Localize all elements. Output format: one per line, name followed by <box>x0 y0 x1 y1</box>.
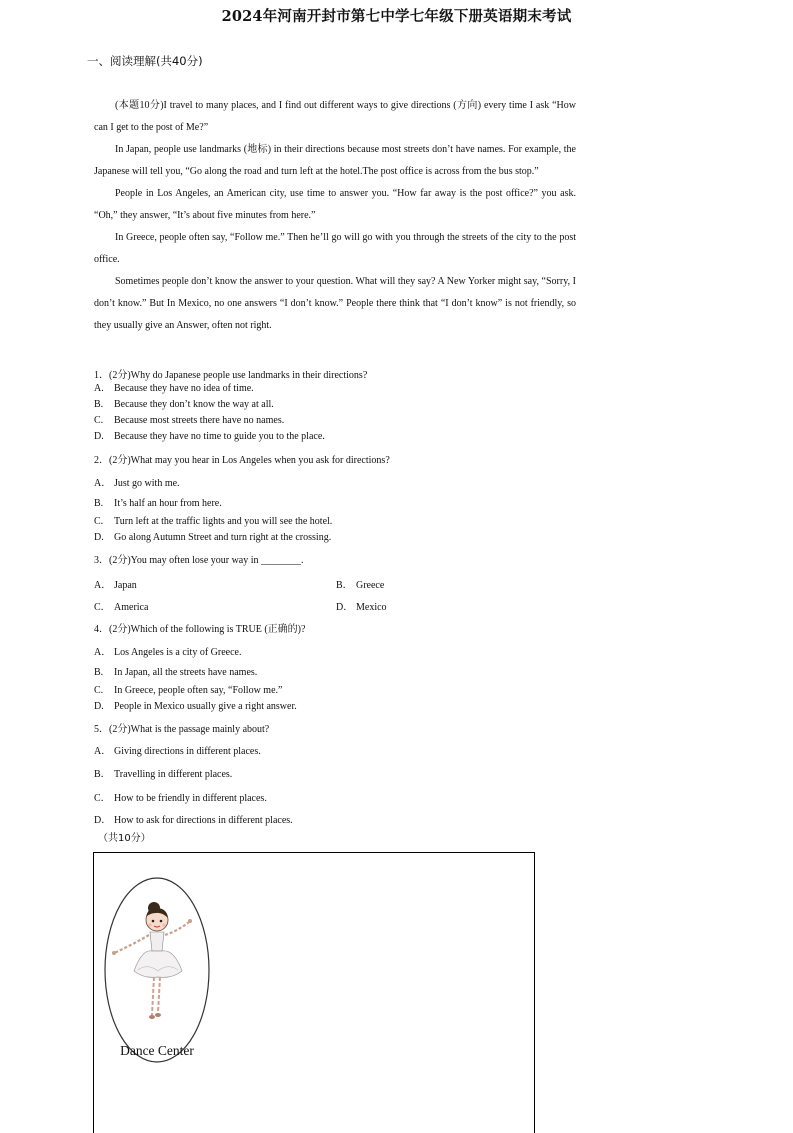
question-3-stem: 3．(2分)You may often lose your way in ________. <box>94 555 304 566</box>
option-letter: A． <box>94 647 112 658</box>
question-4-stem: 4．(2分)Which of the following is TRUE (正确的)? <box>94 624 306 635</box>
question-5-option-b[interactable] <box>94 765 232 780</box>
option-text: Because they have no time to guide you to the place. <box>114 431 325 442</box>
option-text: Greece <box>356 580 385 591</box>
exam-title: 2024年河南开封市第七中学七年级下册英语期末考试 <box>221 8 572 25</box>
question-3-option-b[interactable] <box>336 576 384 591</box>
option-text: How to be friendly in different places. <box>114 793 267 804</box>
question-3-option-a[interactable] <box>94 576 137 591</box>
option-letter: A． <box>94 478 112 489</box>
option-letter: C． <box>94 602 111 613</box>
question-1-option-c[interactable] <box>94 415 284 426</box>
option-letter: C. <box>94 516 104 527</box>
question-2-stem: 2．(2分)What may you hear in Los Angeles when you ask for directions? <box>94 455 390 466</box>
option-letter: D. <box>94 532 104 543</box>
option-letter: B． <box>336 580 353 591</box>
question-2-option-b[interactable] <box>94 498 222 509</box>
passage-paragraph: In Japan, people use landmarks (地标) in their directions because most streets don’t have names. For example, the Japanese will tell you, “Go along the road and turn left at the hotel.The post office is across from the bus stop.” <box>94 144 576 177</box>
option-text: People in Mexico usually give a right answer. <box>114 701 297 712</box>
question-1-option-d[interactable] <box>94 431 325 442</box>
option-text: America <box>114 602 149 613</box>
option-letter: D. <box>94 431 104 442</box>
option-text: Just go with me. <box>114 478 180 489</box>
question-5-stem: 5．(2分)What is the passage mainly about? <box>94 724 270 735</box>
option-text: Japan <box>114 580 137 591</box>
passage-paragraph: (本题10分)I travel to many places, and I find out different ways to give directions (方向) every time I ask “How can I get to the post of Me?” <box>94 100 576 133</box>
passage-paragraph: Sometimes people don’t know the answer to your question. What will they say? A New Yorker might say, “Sorry, I don’t know.” But In Mexico, no one answers “I don’t know.” People there think that “I don’t know” is not friendly, so they usually give an Answer, often not right. <box>94 276 576 331</box>
reading-passage <box>94 95 576 337</box>
question-4-option-d[interactable] <box>94 701 297 712</box>
option-letter: D． <box>336 602 354 613</box>
option-text: Travelling in different places. <box>114 769 233 780</box>
option-letter: C. <box>94 415 104 426</box>
question-2-option-c[interactable] <box>94 516 332 527</box>
dance-center-logo <box>102 875 212 1065</box>
question-2-option-d[interactable] <box>94 532 331 543</box>
option-text: In Greece, people often say, “Follow me.” <box>114 685 283 696</box>
option-text: Because they have no idea of time. <box>114 383 254 394</box>
option-text: Turn left at the traffic lights and you will see the hotel. <box>114 516 333 527</box>
ballerina-icon <box>112 902 192 1019</box>
score-note: （共10分） <box>98 833 151 844</box>
option-text: How to ask for directions in different places. <box>114 815 293 826</box>
question-1-option-a[interactable] <box>94 383 254 394</box>
option-text: In Japan, all the streets have names. <box>114 667 258 678</box>
option-text: Because they don’t know the way at all. <box>114 399 274 410</box>
option-letter: A． <box>94 580 112 591</box>
option-letter: B. <box>94 399 104 410</box>
question-1-stem: 1．(2分)Why do Japanese people use landmarks in their directions? <box>94 370 368 381</box>
question-3-option-c[interactable] <box>94 598 148 613</box>
passage-paragraph: People in Los Angeles, an American city, use time to answer you. “How far away is the post office?” you ask. “Oh,” they answer, “It’s about five minutes from here.” <box>94 188 576 221</box>
question-4-option-a[interactable] <box>94 643 241 658</box>
option-text: Giving directions in different places. <box>114 746 261 757</box>
option-letter: B. <box>94 667 104 678</box>
option-letter: B． <box>94 769 111 780</box>
question-5-option-d[interactable] <box>94 811 293 826</box>
question-3-option-d[interactable] <box>336 598 387 613</box>
question-1-option-b[interactable] <box>94 399 274 410</box>
option-letter: A． <box>94 746 112 757</box>
question-4-option-b[interactable] <box>94 667 257 678</box>
logo-text: Dance Center <box>120 1043 194 1058</box>
section-heading: 一、阅读理解(共40分) <box>87 54 203 68</box>
question-5-option-c[interactable] <box>94 789 267 804</box>
option-letter: C． <box>94 793 111 804</box>
option-letter: B. <box>94 498 104 509</box>
option-text: Because most streets there have no names. <box>114 415 285 426</box>
question-5-option-a[interactable] <box>94 742 261 757</box>
option-letter: D． <box>94 815 112 826</box>
option-letter: C. <box>94 685 104 696</box>
question-2-option-a[interactable] <box>94 474 180 489</box>
option-letter: D. <box>94 701 104 712</box>
option-letter: A. <box>94 383 104 394</box>
option-text: It’s half an hour from here. <box>114 498 222 509</box>
option-text: Mexico <box>356 602 387 613</box>
advertisement-frame <box>93 852 535 1133</box>
option-text: Los Angeles is a city of Greece. <box>114 647 242 658</box>
option-text: Go along Autumn Street and turn right at the crossing. <box>114 532 332 543</box>
question-4-option-c[interactable] <box>94 685 282 696</box>
passage-paragraph: In Greece, people often say, “Follow me.” Then he’ll go will go with you through the streets of the city to the post office. <box>94 232 576 265</box>
